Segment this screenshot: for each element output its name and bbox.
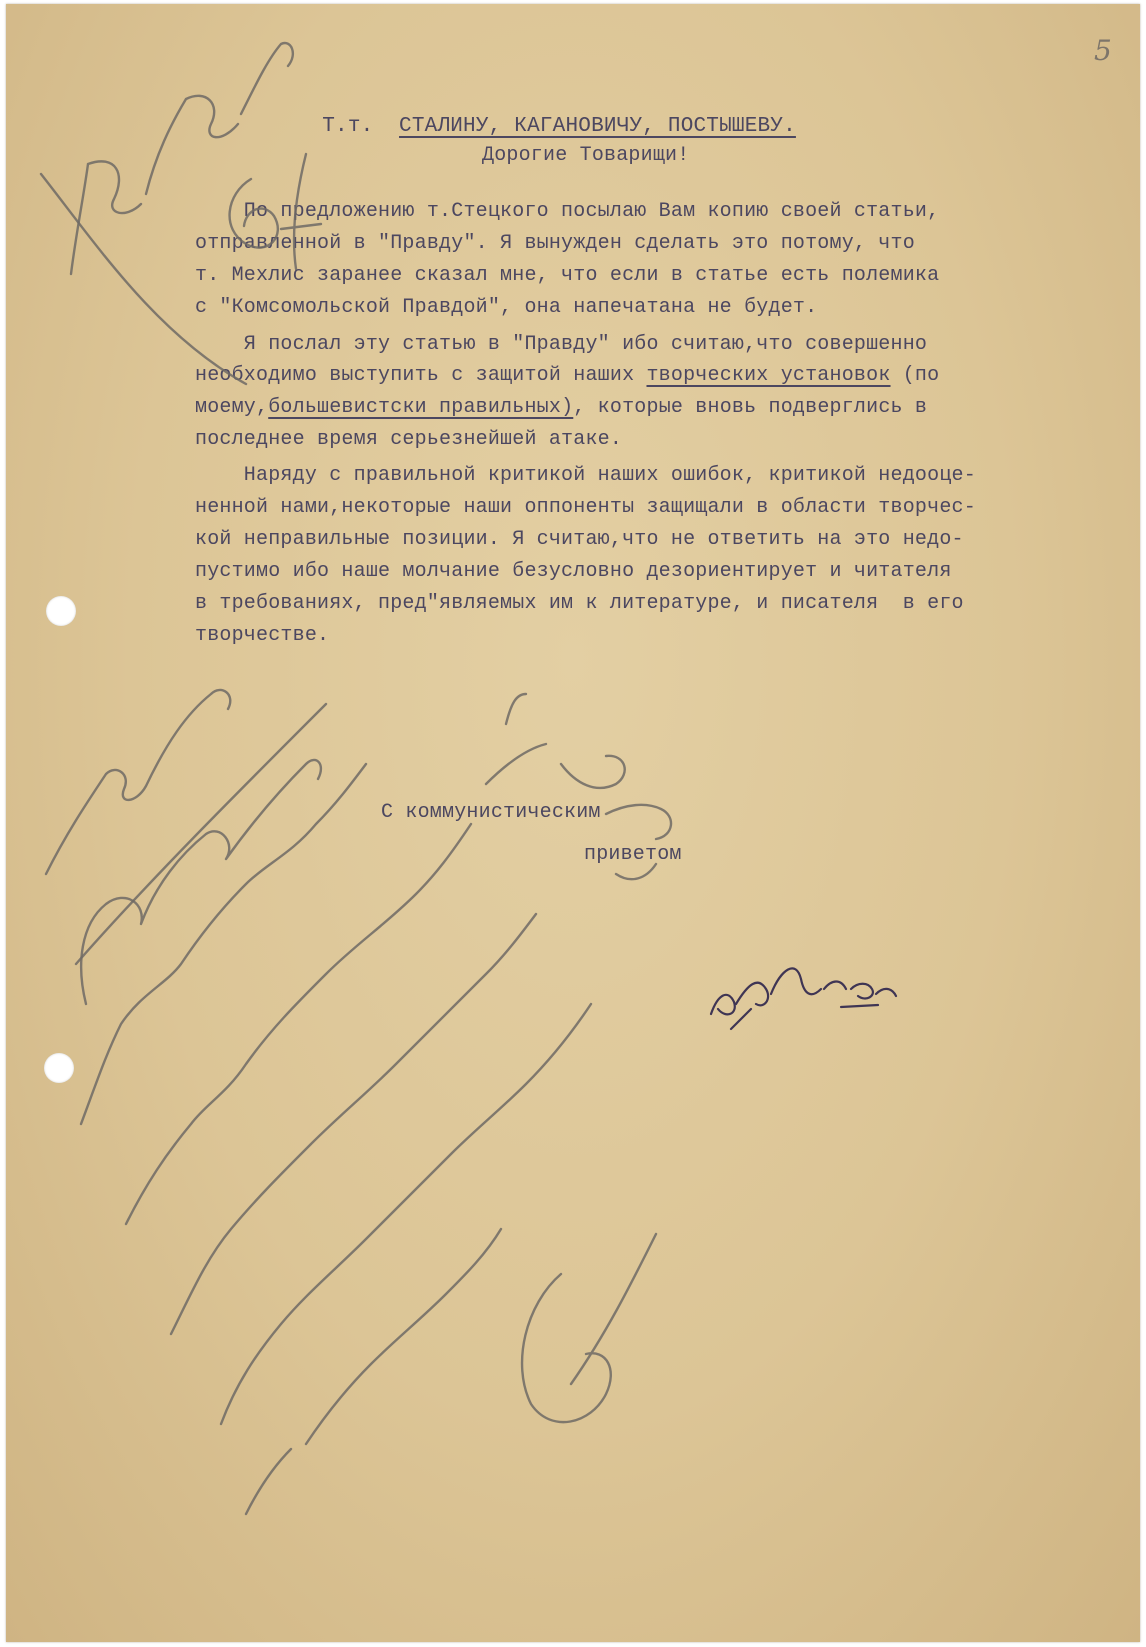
body-line: По предложению т.Стецкого посылаю Вам копию своей статьи, [195,200,940,223]
salutation: Дорогие Товарищи! [482,144,690,167]
body-line: отправленной в "Правду". Я вынужден сделать это потому, что [195,232,915,255]
body-text: моему, [195,396,269,419]
body-line: т. Мехлис заранее сказал мне, что если в статье есть полемика [195,264,940,287]
body-line: с "Комсомольской Правдой", она напечатана не будет. [195,296,818,319]
document-page [6,4,1140,1642]
body-line: творчестве. [195,624,330,647]
page-number: 5 [1094,34,1112,67]
closing-line-2: приветом [584,843,682,866]
signature-underline [841,1005,878,1007]
closing-line-1: С коммунистическим [381,801,601,824]
addressee-names: СТАЛИНУ, КАГАНОВИЧУ, ПОСТЫШЕВУ. [399,114,796,138]
body-line: Наряду с правильной критикой наших ошибок, критикой недооце- [195,464,976,487]
signature [6,4,1140,1642]
body-line: в требованиях, пред"являемых им к литературе, и писателя в его [195,592,964,615]
body-text: необходимо выступить с защитой наших [195,364,647,387]
underlined-phrase: большевистски правильных) [268,396,574,419]
body-text: (по [890,364,940,387]
body-line: кой неправильные позиции. Я считаю,что не ответить на это недо- [195,528,964,551]
underlined-phrase: творческих установок [646,364,891,387]
body-text: , которые вновь подверглись в [573,396,928,419]
body-line: пустимо ибо наше молчание безусловно дезориентирует и читателя [195,560,952,583]
body-line: ненной нами,некоторые наши оппоненты защищали в области творчес- [195,496,976,519]
body-line: последнее время серьезнейшей атаке. [195,428,623,451]
addressee-prefix: Т.т. [322,114,374,138]
body-line: Я послал эту статью в "Правду" ибо считаю,что совершенно [195,333,928,356]
signature-stroke [711,968,896,1029]
